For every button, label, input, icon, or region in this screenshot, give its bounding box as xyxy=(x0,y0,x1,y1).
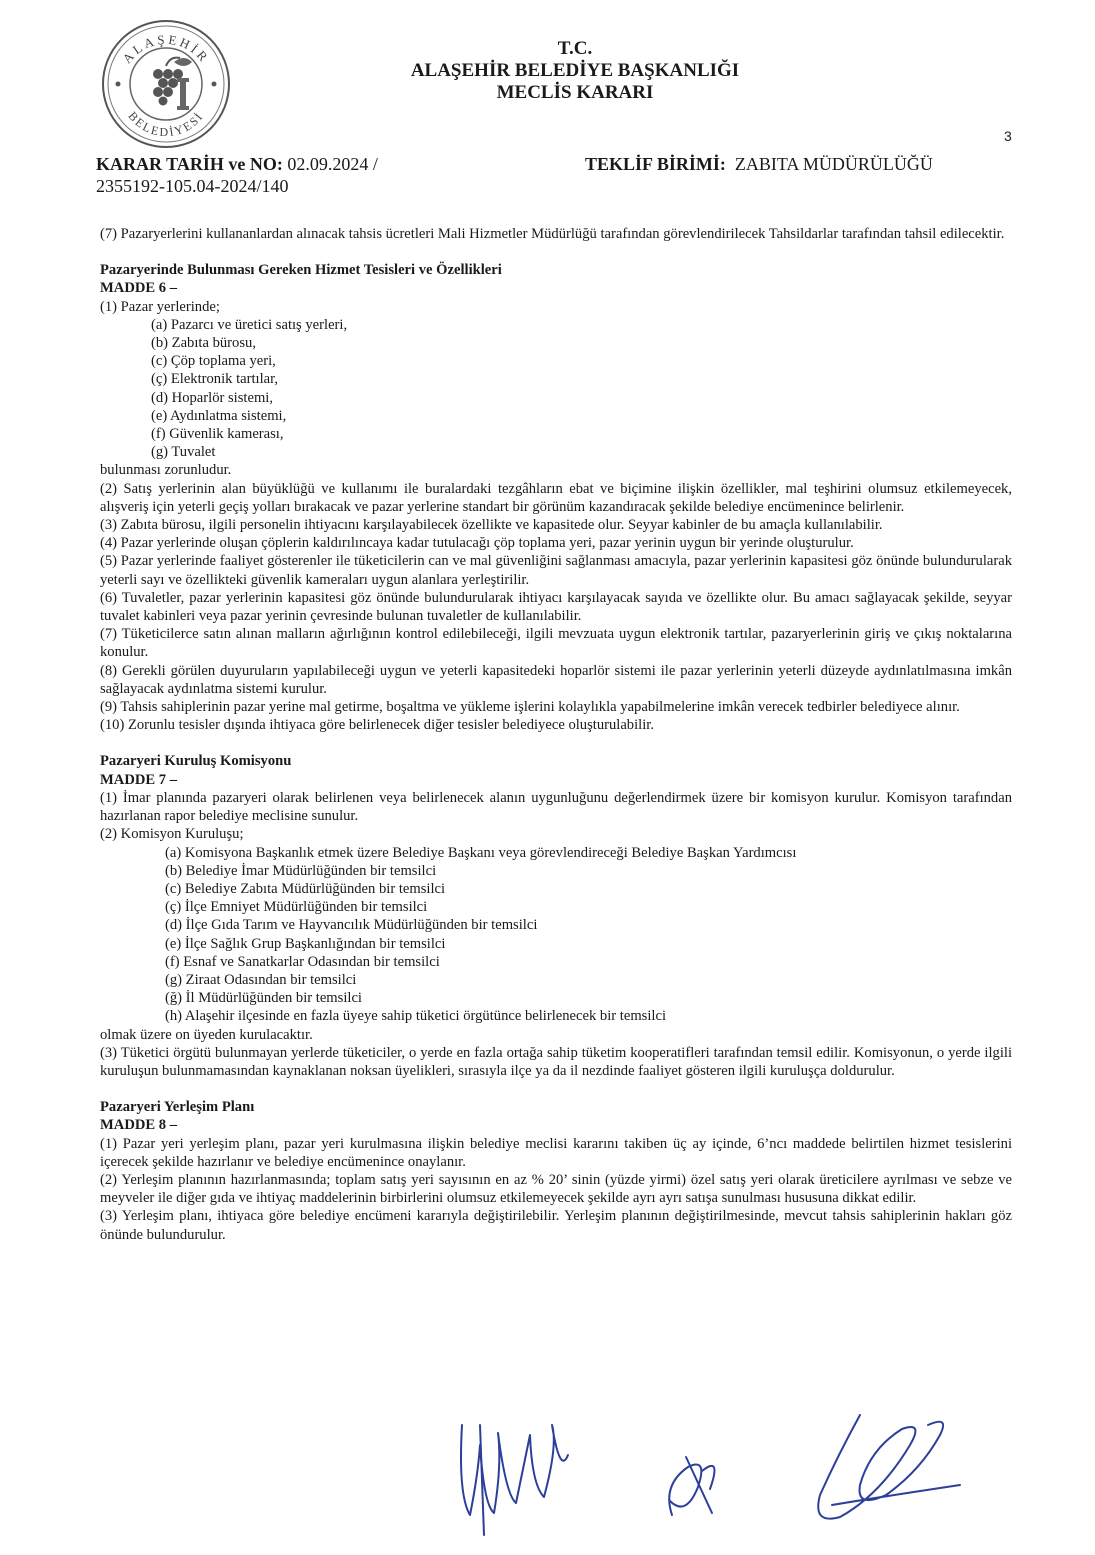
page-number: 3 xyxy=(1004,128,1012,144)
decision-date-block xyxy=(96,153,378,197)
header-doc-type: MECLİS KARARI xyxy=(496,82,654,103)
list-item: (c) Belediye Zabıta Müdürlüğünden bir temsilci xyxy=(165,880,446,897)
article-6-para-7: (7) Tüketicilerce satın alınan malların ağırlığının kontrol edilebileceği, ilgili mevzuata uygun elektronik tartılar, pazaryerlerinin giriş ve çıkış noktalarına konulur. xyxy=(100,626,1012,661)
list-item: (c) Çöp toplama yeri, xyxy=(151,353,276,370)
article-8-para-2: (2) Yerleşim planının hazırlanmasında; toplam satış yeri sayısının en az % 20’ sinin (yüzde yirmi) özel satış yeri olarak üreticilere ayrılması ve sebze ve meyveler ile diğer gıda ve ihtiyaç maddelerinin birbirlerini olumsuz etkilemeyecek şekilde ayrı ayrı satışa sunulması hususuna dikkat edilir. xyxy=(100,1171,1012,1207)
intro-paragraph: (7) Pazaryerlerini kullananlardan alınacak tahsis ücretleri Mali Hizmetler Müdürlüğü tarafından görevlendirilecek Tahsildarlar tarafından tahsil edilecektir. xyxy=(100,226,1005,242)
decision-number: 2355192-105.04-2024/140 xyxy=(96,176,289,196)
article-7-para-3: (3) Tüketici örgütü bulunmayan yerlerde tüketiciler, o yerde en fazla ortağa sahip tüketim kooperatifleri tarafından temsil edilir. Komisyonun, o yerde ilgili kuruluşun bulunmamasından kaynaklanan noksan üyelikleri, sırasıyla ilçe ya da il nezdinde faaliyet gösteren ilgili kuruluşça doldurulur. xyxy=(100,1044,1012,1079)
article-7-title: Pazaryeri Kuruluş Komisyonu xyxy=(100,753,292,770)
article-6-para-1: (1) Pazar yerlerinde; xyxy=(100,298,220,315)
proposal-unit-value: ZABITA MÜDÜRÜLÜĞÜ xyxy=(734,154,933,174)
article-7-para-2-end: olmak üzere on üyeden kurulacaktır. xyxy=(100,1026,313,1043)
list-item: (d) Hoparlör sistemi, xyxy=(151,389,273,406)
article-6-para-10: (10) Zorunlu tesisler dışında ihtiyaca göre belirlenecek diğer tesisler belediyece oluşturulabilir. xyxy=(100,717,654,734)
article-6-para-8: (8) Gerekli görülen duyuruların yapılabileceği uygun ve yeterli kapasitedeki hoparlör sistemi ile pazar yerlerinin yeterli düzeyde aydınlatılmasına imkân sağlayacak aydınlatma sistemi kurulur. xyxy=(100,662,1012,697)
article-8-para-3: (3) Yerleşim planı, ihtiyaca göre belediye encümeni kararıyla değiştirilebilir. Yerleşim planının değiştirilmesinde, mevcut tahsis sahiplerinin hakları göz önünde bulundurulur. xyxy=(100,1208,1012,1243)
article-7-para-2: (2) Komisyon Kuruluşu; xyxy=(100,826,244,843)
header-institution: ALAŞEHİR BELEDİYE BAŞKANLIĞI xyxy=(410,60,740,81)
list-item: (b) Belediye İmar Müdürlüğünden bir temsilci xyxy=(165,862,437,879)
signature-2 xyxy=(669,1457,714,1515)
list-item: (ç) Elektronik tartılar, xyxy=(151,371,279,388)
signature-3 xyxy=(818,1415,960,1519)
article-6-list xyxy=(100,316,1012,462)
article-6-title: Pazaryerinde Bulunması Gereken Hizmet Tesisleri ve Özellikleri xyxy=(100,262,502,279)
article-6-para-6: (6) Tuvaletler, pazar yerlerinin kapasitesi göz önünde bulundurularak ihtiyacı karşılayacak sayıda ve özellikte olur. Bu amacı sağlayacak şekilde, seyyar tuvalet kabinleri veya pazar yerinin çevresinde bulunan tuvaletler de kullanılabilir. xyxy=(100,589,1012,625)
article-6-para-1-end: bulunması zorunludur. xyxy=(100,462,232,479)
decision-date-label: KARAR TARİH ve NO: xyxy=(96,154,283,174)
municipality-seal xyxy=(100,18,232,150)
article-8-para-1: (1) Pazar yeri yerleşim planı, pazar yeri kurulmasına ilişkin belediye meclisi kararını takiben üç ay içinde, 6’ncı maddede belirtilen hizmet tesislerini içerecek şekilde hazırlanır ve belediye encümenince onaylanır. xyxy=(100,1135,1012,1170)
document-body xyxy=(100,225,1012,1244)
article-7-list xyxy=(100,844,1012,1026)
article-8-title: Pazaryeri Yerleşim Planı xyxy=(100,1099,255,1116)
seal-bottom-text: BELEDİYESİ xyxy=(125,108,207,140)
list-item: (g) Ziraat Odasından bir temsilci xyxy=(165,971,357,988)
article-6-para-2: (2) Satış yerlerinin alan büyüklüğü ve kullanımı ile buralardaki tezgâhların ebat ve biçimine ilişkin özellikler, mal teşhirini olumsuz etkilemeyecek, alışveriş için yeterli geçiş yolları bırakacak ve pazar yerlerine standart bir görünüm kazandıracak şekilde belediye encümenince belirlenir. xyxy=(100,480,1012,515)
list-item: (e) İlçe Sağlık Grup Başkanlığından bir temsilci xyxy=(165,935,446,952)
list-item: (f) Esnaf ve Sanatkarlar Odasından bir temsilci xyxy=(165,953,440,970)
article-6-number: MADDE 6 – xyxy=(100,280,178,297)
header-tc: T.C. xyxy=(557,38,593,59)
list-item: (e) Aydınlatma sistemi, xyxy=(151,407,287,424)
seal-top-text: ALAŞEHİR xyxy=(119,31,213,67)
article-6-para-3: (3) Zabıta bürosu, ilgili personelin ihtiyacını karşılayabilecek özellikte ve kapasitede olur. Seyyar kabinler de bu amaçla kullanılabilir. xyxy=(100,517,883,534)
svg-text:ALAŞEHİR xyxy=(119,32,212,66)
proposal-unit-label: TEKLİF BİRİMİ: xyxy=(585,154,726,174)
list-item: (h) Alaşehir ilçesinde en fazla üyeye sahip tüketici örgütünce belirlenecek bir temsilci xyxy=(165,1008,666,1025)
list-item: (a) Pazarcı ve üretici satış yerleri, xyxy=(151,316,348,333)
list-item: (ç) İlçe Emniyet Müdürlüğünden bir temsilci xyxy=(165,899,428,916)
list-item: (ğ) İl Müdürlüğünden bir temsilci xyxy=(165,990,362,1007)
list-item: (b) Zabıta bürosu, xyxy=(151,335,256,352)
article-6-para-9: (9) Tahsis sahiplerinin pazar yerine mal getirme, boşaltma ve yükleme işlerini kolaylıkla yapabilmelerine imkân verecek tedbirler belediyece alınır. xyxy=(100,699,960,716)
list-item: (d) İlçe Gıda Tarım ve Hayvancılık Müdürlüğünden bir temsilci xyxy=(165,917,538,934)
signature-1 xyxy=(461,1425,568,1515)
list-item: (a) Komisyona Başkanlık etmek üzere Belediye Başkanı veya görevlendireceği Belediye Başkan Yardımcısı xyxy=(165,844,797,861)
article-6-para-4: (4) Pazar yerlerinde oluşan çöplerin kaldırılıncaya kadar tutulacağı çöp toplama yeri, pazar yerinin uygun bir yerinde oluşturulur. xyxy=(100,535,854,552)
handwritten-signatures xyxy=(440,1385,1000,1555)
article-7-number: MADDE 7 – xyxy=(100,771,178,788)
article-7-para-1: (1) İmar planında pazaryeri olarak belirlenen veya belirlenecek alanın uygunluğunu değerlendirmek üzere bir komisyon kurulur. Komisyon tarafından hazırlanan rapor belediye meclisine sunulur. xyxy=(100,789,1012,825)
decision-date-value: 02.09.2024 / xyxy=(287,154,378,174)
list-item: (f) Güvenlik kamerası, xyxy=(151,426,284,443)
proposal-unit-block xyxy=(585,153,933,175)
article-6-para-5: (5) Pazar yerlerinde faaliyet gösterenler ile tüketicilerin can ve mal güvenliğini sağlanması amacıyla, pazar yerlerinin kapasitesi göz önünde bulundurularak yeterli sayı ve özellikteki güvenlik kameraları uygun alanlara yerleştirilir. xyxy=(100,553,1012,588)
list-item: (g) Tuvalet xyxy=(151,444,216,461)
article-8-number: MADDE 8 – xyxy=(100,1117,178,1134)
document-header xyxy=(370,38,780,104)
